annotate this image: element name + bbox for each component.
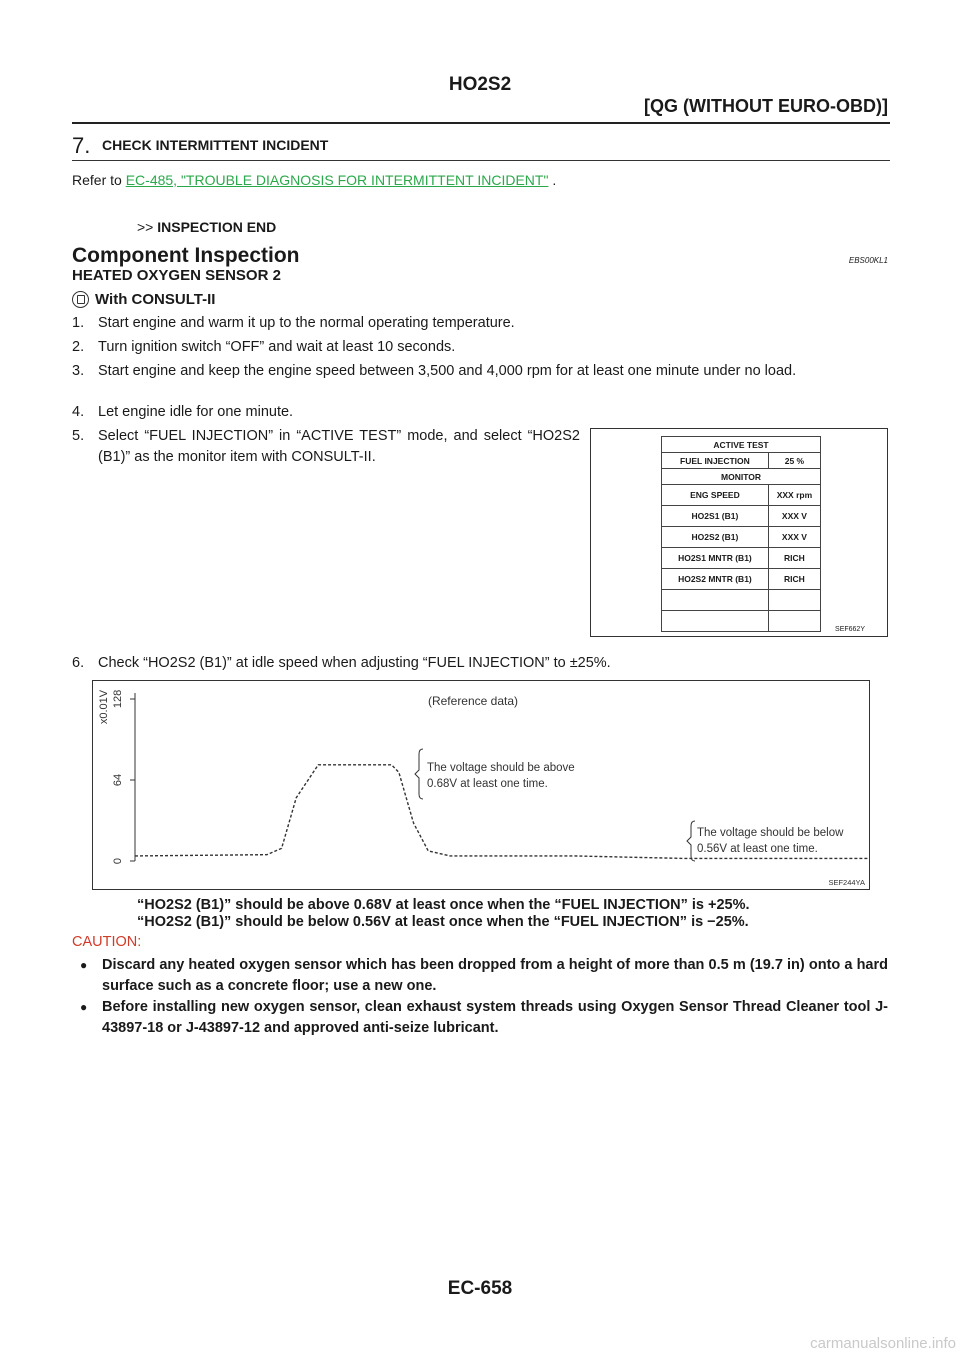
active-test-header: ACTIVE TEST <box>662 437 821 453</box>
step-index: 6. <box>72 655 85 671</box>
consult-heading <box>72 291 215 308</box>
step-text: Let engine idle for one minute. <box>98 404 294 420</box>
monitor-value: RICH <box>768 569 820 590</box>
monitor-label: HO2S2 (B1) <box>662 527 769 548</box>
section-subtitle: HEATED OXYGEN SENSOR 2 <box>72 267 281 284</box>
step-index: 4. <box>72 404 85 420</box>
step-text: Select “FUEL INJECTION” in “ACTIVE TEST” mode, and select “HO2S2 (B1)” as the monitor item with CONSULT-II. <box>98 428 580 465</box>
page-number: EC-658 <box>447 1278 513 1299</box>
monitor-label: HO2S1 MNTR (B1) <box>662 548 769 569</box>
monitor-value: XXX V <box>768 506 820 527</box>
step-text: Check “HO2S2 (B1)” at idle speed when adjusting “FUEL INJECTION” to ±25%. <box>98 655 611 671</box>
result-arrow: >> <box>137 219 154 235</box>
step-number: 7. <box>72 133 91 158</box>
bullet-icon: ● <box>80 958 88 972</box>
procedure-step <box>72 402 888 423</box>
monitor-value <box>768 611 820 632</box>
y-tick-label: 64 <box>112 773 124 787</box>
refer-suffix: . <box>548 172 557 188</box>
monitor-label <box>662 611 769 632</box>
step-title: CHECK INTERMITTENT INCIDENT <box>102 137 329 153</box>
monitor-label: HO2S1 (B1) <box>662 506 769 527</box>
section-code: EBS00KL1 <box>848 256 888 265</box>
voltage-chart-figure <box>92 680 870 890</box>
step-text: Turn ignition switch “OFF” and wait at least 10 seconds. <box>98 339 456 355</box>
caution-item <box>80 997 888 1039</box>
procedure-step <box>72 653 888 674</box>
lower-bracket <box>687 821 695 861</box>
figure-code: SEF244YA <box>828 878 865 887</box>
note-line: “HO2S2 (B1)” should be below 0.56V at least once when the “FUEL INJECTION” is −25%. <box>137 914 749 930</box>
y-axis-label: x0.01V <box>98 689 110 725</box>
monitor-value: XXX V <box>768 527 820 548</box>
result-text: INSPECTION END <box>157 219 277 235</box>
caution-item <box>80 955 888 997</box>
step-text: Start engine and warm it up to the normal operating temperature. <box>98 315 515 331</box>
chart-title: (Reference data) <box>427 694 519 708</box>
active-test-figure <box>590 428 888 637</box>
chart-annotation: 0.56V at least one time. <box>697 843 818 855</box>
upper-bracket <box>415 749 423 799</box>
monitor-value: RICH <box>768 548 820 569</box>
procedure-step <box>72 361 888 382</box>
consult-icon <box>72 291 89 308</box>
refer-line <box>72 172 556 188</box>
figure-code: SEF662Y <box>835 626 865 633</box>
step-index: 2. <box>72 339 85 355</box>
y-tick-label: 128 <box>112 689 124 709</box>
active-test-table <box>661 436 821 632</box>
monitor-label <box>662 590 769 611</box>
watermark: carmanualsonline.info <box>810 1335 956 1352</box>
fuel-injection-value: 25 % <box>768 453 820 469</box>
step-text: Start engine and keep the engine speed between 3,500 and 4,000 rpm for at least one minute under no load. <box>98 363 797 379</box>
section-title: Component Inspection <box>72 244 300 267</box>
step-rule <box>72 160 890 161</box>
voltage-chart <box>93 681 871 891</box>
caution-label: CAUTION: <box>72 934 142 950</box>
procedure-step <box>72 313 888 334</box>
monitor-value: XXX rpm <box>768 485 820 506</box>
step-index: 1. <box>72 315 85 331</box>
procedure-step <box>72 337 888 358</box>
caution-text: Before installing new oxygen sensor, clean exhaust system threads using Oxygen Sensor Thread Cleaner tool J-43897-18 or J-43897-12 and approved anti-seize lubricant. <box>102 999 888 1036</box>
procedure-step <box>72 426 580 468</box>
step-index: 3. <box>72 363 85 379</box>
header-rule <box>72 122 890 124</box>
refer-prefix: Refer to <box>72 172 126 188</box>
chart-annotation: 0.68V at least one time. <box>427 778 548 790</box>
note-line: “HO2S2 (B1)” should be above 0.68V at least once when the “FUEL INJECTION” is +25%. <box>137 897 750 913</box>
refer-link[interactable]: EC-485, "TROUBLE DIAGNOSIS FOR INTERMITTENT INCIDENT" <box>125 172 549 188</box>
page-title: HO2S2 <box>448 74 512 95</box>
monitor-label: ENG SPEED <box>662 485 769 506</box>
monitor-value <box>768 590 820 611</box>
fuel-injection-label: FUEL INJECTION <box>662 453 769 469</box>
inspection-end <box>137 219 276 235</box>
bullet-icon: ● <box>80 1000 88 1014</box>
step-index: 5. <box>72 428 85 444</box>
page-subtitle: [QG (WITHOUT EURO-OBD)] <box>644 96 888 116</box>
y-tick-label: 0 <box>112 857 124 865</box>
chart-annotation: The voltage should be above <box>427 762 575 774</box>
consult-label: With CONSULT-II <box>95 291 216 308</box>
monitor-header: MONITOR <box>662 469 821 485</box>
chart-annotation: The voltage should be below <box>697 827 844 839</box>
caution-text: Discard any heated oxygen sensor which has been dropped from a height of more than 0.5 m (19.7 in) onto a hard surface such as a concrete floor; use a new one. <box>102 957 888 994</box>
monitor-label: HO2S2 MNTR (B1) <box>662 569 769 590</box>
